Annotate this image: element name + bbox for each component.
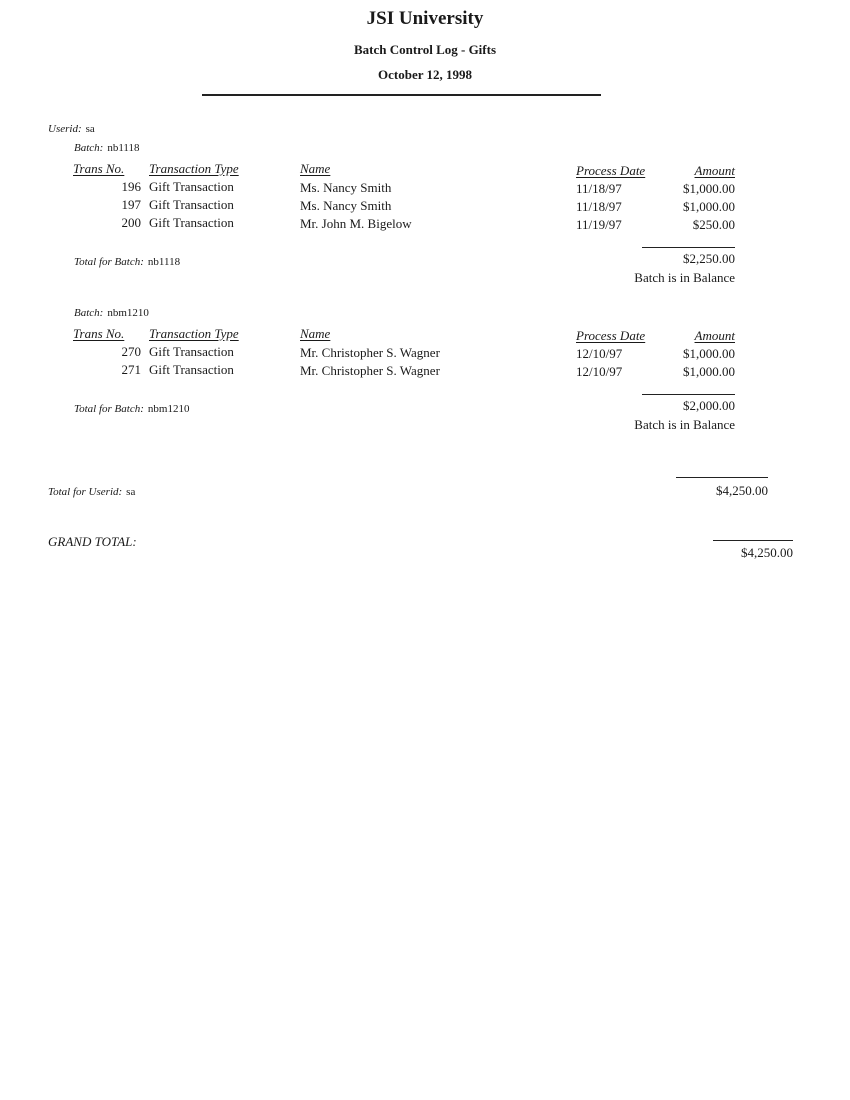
batch-id: nbm1210	[107, 307, 149, 319]
userid-line	[48, 119, 95, 137]
header-rule	[202, 94, 601, 96]
table-row-amount: $1,000.00	[683, 181, 735, 196]
col-header-transaction-type: Transaction Type	[149, 161, 239, 176]
batch-heading	[74, 138, 140, 156]
col-header-amount: Amount	[694, 328, 735, 343]
col-header-process-date: Process Date	[576, 328, 646, 343]
batch-total-line	[74, 252, 180, 270]
col-header-process-date: Process Date	[576, 163, 646, 178]
batch-total-label: Total for Batch:	[74, 256, 144, 268]
userid-total-id: sa	[126, 486, 136, 498]
col-header-trans-no: Trans No.	[73, 161, 125, 176]
batch-total-amount: $2,250.00	[683, 251, 735, 266]
table-row-type: Gift Transaction	[149, 344, 234, 359]
col-header-name: Name	[300, 326, 331, 341]
table-row-date: 12/10/97	[576, 346, 623, 361]
col-header-name: Name	[300, 161, 331, 176]
table-row-trans-no: 197	[121, 197, 141, 212]
batch-total-rule	[642, 247, 735, 248]
table-row-trans-no: 196	[121, 179, 141, 194]
table-row-name: Mr. Christopher S. Wagner	[300, 363, 440, 378]
batch-id: nb1118	[107, 142, 140, 154]
batch-total-id: nb1118	[147, 256, 181, 268]
userid-label: Userid:	[48, 123, 82, 135]
table-row-name: Mr. John M. Bigelow	[300, 216, 412, 231]
batch-label: Batch:	[74, 142, 104, 154]
batch-total-amount: $2,000.00	[683, 398, 735, 413]
table-row-date: 11/19/97	[576, 217, 622, 232]
table-row-amount: $1,000.00	[683, 346, 735, 361]
table-row-type: Gift Transaction	[149, 179, 234, 194]
report-subtitle: Batch Control Log - Gifts	[353, 42, 497, 57]
table-row-amount: $1,000.00	[683, 199, 735, 214]
userid-total-label: Total for Userid:	[48, 486, 123, 498]
table-row-amount: $1,000.00	[683, 364, 735, 379]
table-row-name: Ms. Nancy Smith	[300, 180, 392, 195]
col-header-amount: Amount	[694, 163, 735, 178]
userid-value: sa	[85, 123, 95, 135]
table-row-date: 12/10/97	[576, 364, 623, 379]
table-row-name: Mr. Christopher S. Wagner	[300, 345, 440, 360]
userid-total-rule	[676, 477, 768, 478]
table-row-name: Ms. Nancy Smith	[300, 198, 392, 213]
report-title: JSI University	[366, 8, 484, 29]
col-header-trans-no: Trans No.	[73, 326, 125, 341]
batch-total-label: Total for Batch:	[74, 403, 144, 415]
table-row-type: Gift Transaction	[149, 197, 234, 212]
table-row-type: Gift Transaction	[149, 215, 234, 230]
batch-total-rule	[642, 394, 735, 395]
table-row-trans-no: 200	[121, 215, 141, 230]
table-row-type: Gift Transaction	[149, 362, 234, 377]
table-row-amount: $250.00	[692, 217, 735, 232]
batch-heading	[74, 303, 149, 321]
batch-total-line	[74, 399, 189, 417]
grand-total-label: GRAND TOTAL:	[48, 534, 137, 549]
userid-total-line	[48, 482, 135, 500]
batch-status: Batch is in Balance	[634, 417, 735, 432]
userid-total-amount: $4,250.00	[716, 483, 768, 498]
batch-label: Batch:	[74, 307, 104, 319]
grand-total-rule	[713, 540, 793, 541]
table-row-date: 11/18/97	[576, 181, 622, 196]
table-row-trans-no: 270	[121, 344, 141, 359]
batch-total-id: nbm1210	[147, 403, 190, 415]
table-row-trans-no: 271	[121, 362, 141, 377]
grand-total-amount: $4,250.00	[741, 545, 793, 560]
report-date: October 12, 1998	[378, 67, 472, 82]
batch-status: Batch is in Balance	[634, 270, 735, 285]
col-header-transaction-type: Transaction Type	[149, 326, 239, 341]
table-row-date: 11/18/97	[576, 199, 622, 214]
